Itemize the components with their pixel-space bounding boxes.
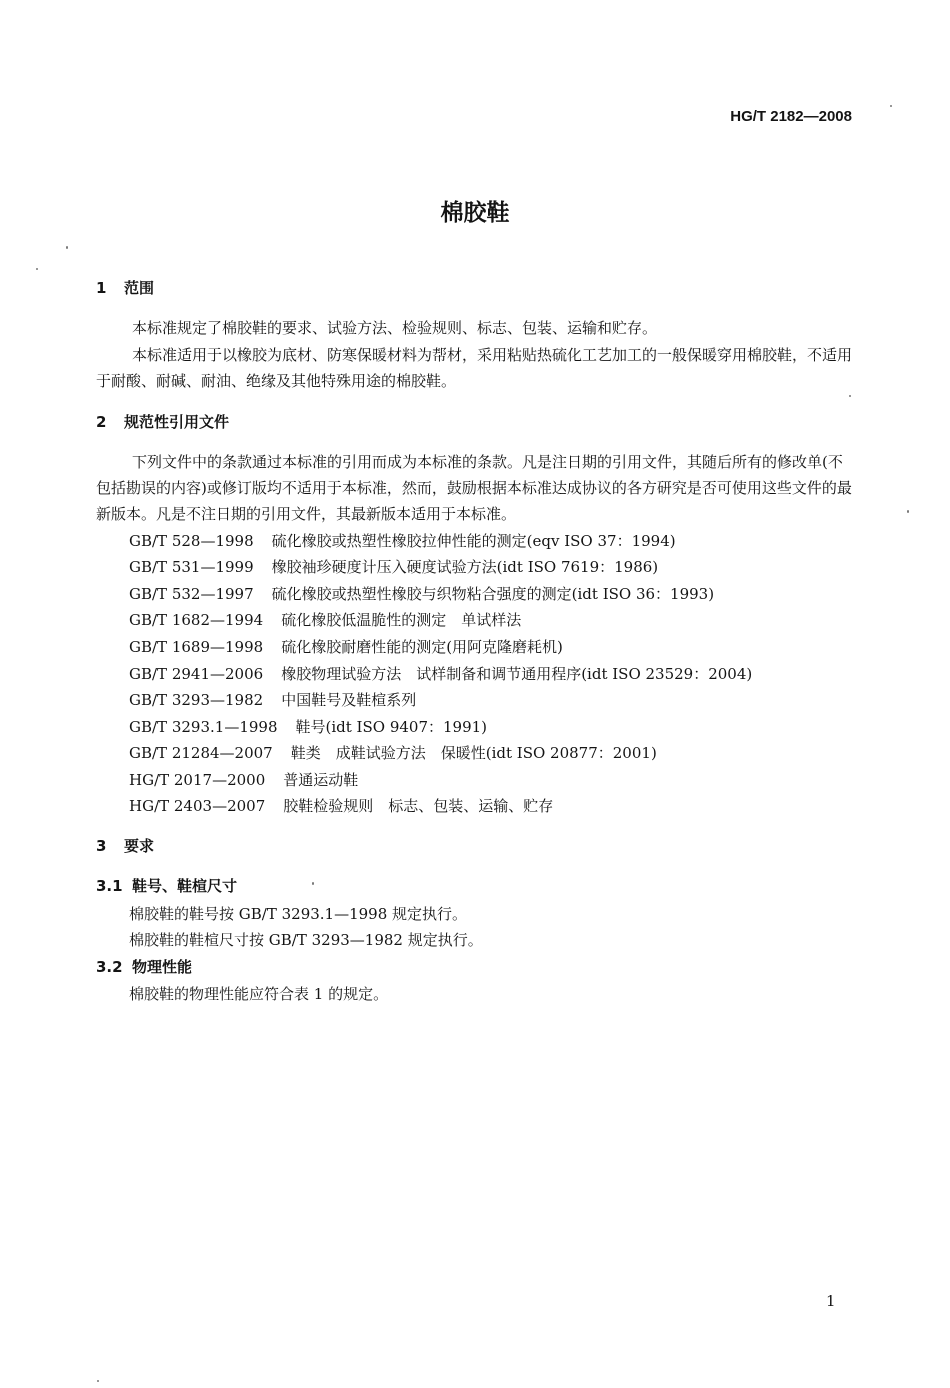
reference-title: 普通运动鞋 (283, 771, 359, 789)
reference-code: GB/T 2941—2006 (129, 665, 264, 683)
section-number: 1 (96, 279, 107, 297)
reference-code: GB/T 1682—1994 (129, 611, 264, 629)
section-title: 规范性引用文件 (124, 413, 230, 431)
scan-speck (36, 268, 38, 270)
reference-code: GB/T 531—1999 (129, 558, 254, 576)
reference-title: 硫化橡胶低温脆性的测定 单试样法 (281, 611, 522, 629)
reference-title: 胶鞋检验规则 标志、包装、运输、贮存 (283, 797, 554, 815)
subsection-title: 物理性能 (132, 958, 193, 976)
subsection-3-1-heading (96, 875, 237, 896)
reference-code: GB/T 528—1998 (129, 532, 254, 550)
standard-code: HG/T 2182—2008 (730, 108, 852, 125)
page-title: 棉胶鞋 (440, 200, 510, 226)
scan-speck (849, 395, 851, 397)
reference-title: 硫化橡胶耐磨性能的测定(用阿克隆磨耗机) (281, 638, 563, 656)
section-1-heading (96, 277, 154, 298)
section-number: 2 (96, 413, 107, 431)
reference-item (129, 769, 358, 790)
scan-speck (907, 510, 909, 513)
section-1-paragraph-1: 本标准规定了棉胶鞋的要求、试验方法、检验规则、标志、包装、运输和贮存。 (132, 319, 658, 337)
reference-item (129, 609, 521, 630)
reference-code: GB/T 1689—1998 (129, 638, 264, 656)
reference-code: GB/T 532—1997 (129, 585, 254, 603)
scan-speck (890, 105, 892, 107)
section-2-intro: 下列文件中的条款通过本标准的引用而成为本标准的条款。凡是注日期的引用文件，其随后所有的修改单(不包括勘误的内容)或修订版均不适用于本标准，然而，鼓励根据本标准达成协议的各方研究是否可使用这些文件的最新版本。凡是不注日期的引用文件，其最新版本适用于本标准。 (96, 453, 852, 523)
reference-item (129, 530, 676, 551)
subsection-3-1-line-1: 棉胶鞋的鞋号按 GB/T 3293.1—1998 规定执行。 (129, 905, 468, 923)
section-title: 范围 (124, 279, 155, 297)
section-2-heading (96, 411, 229, 432)
reference-title: 硫化橡胶或热塑性橡胶与织物粘合强度的测定(idt ISO 36：1993) (271, 585, 715, 603)
subsection-3-1-line-2: 棉胶鞋的鞋楦尺寸按 GB/T 3293—1982 规定执行。 (129, 931, 483, 949)
subsection-3-2-line-1: 棉胶鞋的物理性能应符合表 1 的规定。 (129, 985, 389, 1003)
reference-item (129, 663, 752, 684)
section-number: 3 (96, 837, 107, 855)
reference-item (129, 636, 563, 657)
subsection-number: 3.1 (96, 877, 123, 895)
reference-title: 硫化橡胶或热塑性橡胶拉伸性能的测定(eqv ISO 37：1994) (271, 532, 676, 550)
reference-code: GB/T 21284—2007 (129, 744, 273, 762)
reference-title: 橡胶袖珍硬度计压入硬度试验方法(idt ISO 7619：1986) (271, 558, 659, 576)
reference-code: HG/T 2403—2007 (129, 797, 266, 815)
reference-title: 橡胶物理试验方法 试样制备和调节通用程序(idt ISO 23529：2004) (281, 665, 753, 683)
reference-code: GB/T 3293—1982 (129, 691, 264, 709)
section-1-paragraph-2: 本标准适用于以橡胶为底材、防寒保暖材料为帮材，采用粘贴热硫化工艺加工的一般保暖穿用棉胶鞋，不适用于耐酸、耐碱、耐油、绝缘及其他特殊用途的棉胶鞋。 (96, 346, 853, 390)
scan-speck (97, 1380, 99, 1382)
subsection-title: 鞋号、鞋楦尺寸 (132, 877, 238, 895)
page-number: 1 (826, 1292, 836, 1310)
subsection-3-2-heading (96, 956, 192, 977)
reference-item (129, 556, 658, 577)
reference-item (129, 716, 487, 737)
scan-speck (312, 882, 314, 885)
section-title: 要求 (124, 837, 155, 855)
reference-item (129, 583, 714, 604)
scan-speck (66, 246, 68, 249)
reference-item (129, 795, 553, 816)
section-3-heading (96, 835, 154, 856)
reference-code: HG/T 2017—2000 (129, 771, 266, 789)
reference-item (129, 742, 657, 763)
subsection-number: 3.2 (96, 958, 123, 976)
reference-item (129, 689, 416, 710)
reference-title: 鞋号(idt ISO 9407：1991) (295, 718, 488, 736)
reference-title: 鞋类 成鞋试验方法 保暖性(idt ISO 20877：2001) (290, 744, 657, 762)
reference-title: 中国鞋号及鞋楦系列 (281, 691, 417, 709)
reference-code: GB/T 3293.1—1998 (129, 718, 278, 736)
